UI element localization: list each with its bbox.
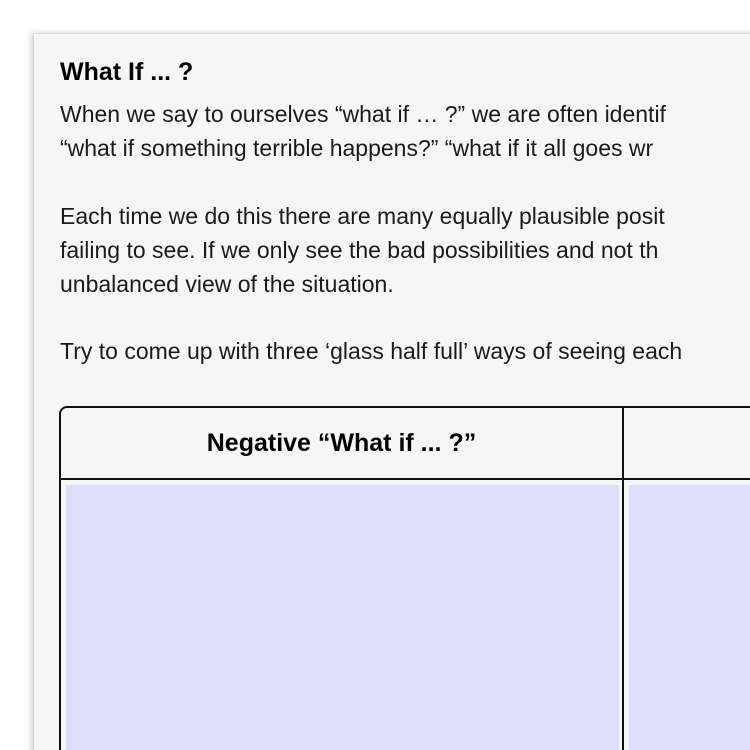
intro-paragraph — [60, 97, 666, 165]
negative-what-if-header: Negative “What if ... ?” — [206, 428, 477, 457]
negative-what-if-input-area[interactable] — [66, 485, 619, 750]
explanation-line-2: failing to see. If we only see the bad possibilities and not th — [60, 237, 659, 263]
worksheet-table — [59, 406, 750, 750]
second-column-input-area[interactable] — [629, 485, 750, 750]
intro-line-2: “what if something terrible happens?” “what if it all goes wr — [60, 135, 654, 161]
explanation-line-1: Each time we do this there are many equally plausible posit — [60, 203, 665, 229]
instruction-paragraph — [60, 334, 682, 368]
intro-line-1: When we say to ourselves “what if … ?” we are often identif — [60, 101, 666, 127]
instruction-line-1: Try to come up with three ‘glass half full’ ways of seeing each — [60, 338, 683, 364]
second-column-header — [624, 408, 750, 478]
explanation-line-3: unbalanced view of the situation. — [60, 271, 394, 297]
worksheet-title: What If ... ? — [60, 58, 194, 86]
explanation-paragraph — [60, 199, 665, 301]
